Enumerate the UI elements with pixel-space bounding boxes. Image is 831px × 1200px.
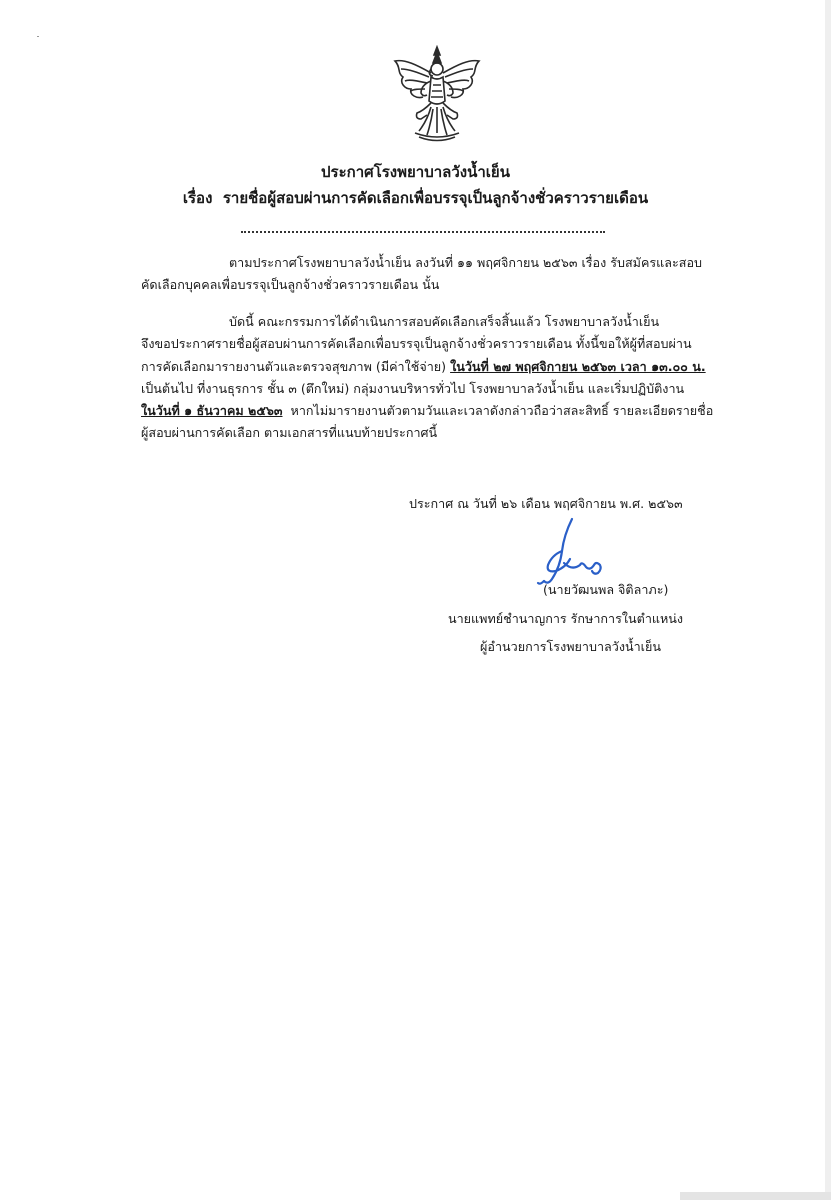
paragraph2-line3-plain: การคัดเลือกมารายงานตัวและตรวจสุขภาพ (มีค่าใช้จ่าย) [141,358,447,374]
paragraph-reference [141,252,734,297]
paragraph2-line2: จึงขอประกาศรายชื่อผู้สอบผ่านการคัดเลือกเพื่อบรรจุเป็นลูกจ้างชั่วคราวรายเดือน ทั้งนี้ขอให้ผู้ที่สอบผ่าน [141,336,692,352]
scan-speck [37,36,39,37]
paragraph1-line1: ตามประกาศโรงพยาบาลวังน้ำเย็น ลงวันที่ ๑๑ พฤศจิกายน ๒๕๖๓ เรื่อง รับสมัครและสอบ [229,255,703,270]
scan-edge-bottom [680,1192,831,1200]
subject-text: รายชื่อผู้สอบผ่านการคัดเลือกเพื่อบรรจุเป็นลูกจ้างชั่วคราวรายเดือน [222,189,649,207]
paragraph2-line6: ผู้สอบผ่านการคัดเลือก ตามเอกสารที่แนบท้ายประกาศนี้ [141,425,438,441]
handwritten-signature-icon [522,515,622,590]
paragraph-announcement [141,311,734,445]
report-date-emphasis: ในวันที่ ๒๗ พฤศจิกายน ๒๕๖๓ เวลา ๑๓.๐๐ น. [450,358,706,374]
paragraph2-line5 [141,400,734,422]
title-divider [241,231,605,233]
signatory-name: (นายวัฒนพล จิติลาภะ) [543,582,669,597]
signatory-position: นายแพทย์ชำนาญการ รักษาการในตำแหน่ง [448,611,684,626]
document-title: ประกาศโรงพยาบาลวังน้ำเย็น [321,163,510,181]
start-date-emphasis: ในวันที่ ๑ ธันวาคม ๒๕๖๓ [141,403,283,419]
document-subject [0,186,831,210]
paragraph2-line3 [141,356,734,378]
signatory-title: ผู้อำนวยการโรงพยาบาลวังน้ำเย็น [480,639,661,654]
garuda-emblem-icon [387,45,487,145]
paragraph1-line2: คัดเลือกบุคคลเพื่อบรรจุเป็นลูกจ้างชั่วคราวรายเดือน นั้น [141,277,440,293]
paragraph2-line1: บัดนี้ คณะกรรมการได้ดำเนินการสอบคัดเลือกเสร็จสิ้นแล้ว โรงพยาบาลวังน้ำเย็น [229,314,660,329]
announcement-date: ประกาศ ณ วันที่ ๒๖ เดือน พฤศจิกายน พ.ศ. ๒๕๖๓ [409,496,683,511]
paragraph2-line4: เป็นต้นไป ที่งานธุรการ ชั้น ๓ (ตึกใหม่) กลุ่มงานบริหารทั่วไป โรงพยาบาลวังน้ำเย็น และเริ่มปฏิบัติงาน [141,380,685,396]
subject-label: เรื่อง [182,189,213,207]
paragraph2-line5-plain: หากไม่มารายงานตัวตามวันและเวลาดังกล่าวถือว่าสละสิทธิ์ รายละเอียดรายชื่อ [290,403,714,419]
